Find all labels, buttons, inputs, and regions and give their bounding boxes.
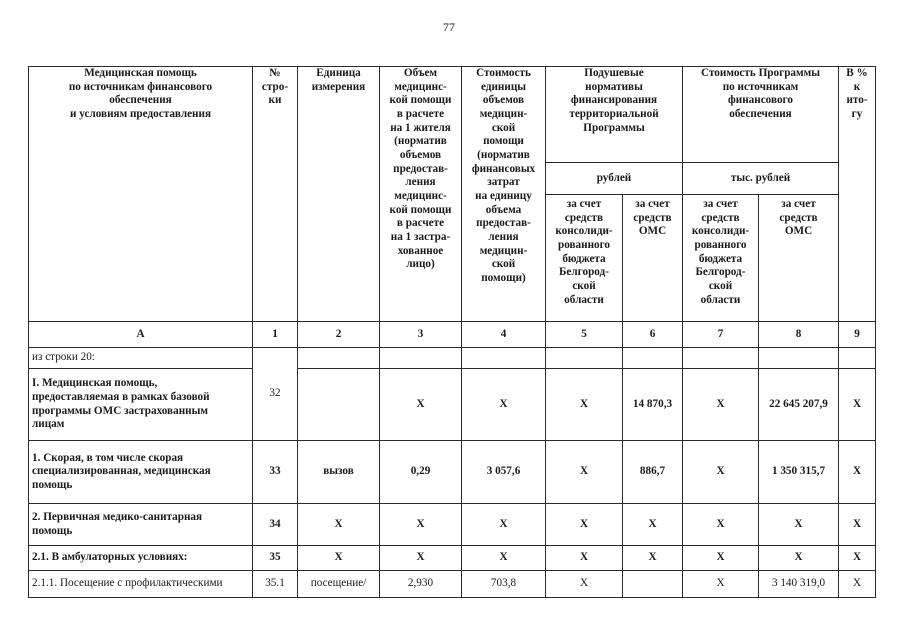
cell-cost-oms: Х [759, 546, 839, 571]
header-col-3: Объем медицинс- кой помощи в расчете на 1 жителя (норматив объемов предостав- ления медицинс- кой помощи в расчете на 1 застра- хованное лицо) [380, 67, 462, 322]
row-label: I. Медицинская помощь, предоставляемая в рамках базовой программы ОМС застрахованным лицам [29, 369, 253, 441]
cell-cost-oms: Х [759, 504, 839, 546]
number-cell: 4 [462, 322, 546, 348]
cell-cost-budget [683, 348, 759, 369]
number-cell: 3 [380, 322, 462, 348]
cell-line-number: 32 [253, 348, 298, 441]
header-unit-thousand-rubles: тыс. рублей [683, 163, 839, 195]
cell-cost-budget: Х [683, 546, 759, 571]
cell-percent [839, 348, 876, 369]
cell-percent: Х [839, 571, 876, 598]
header-col-2: Единица измерения [298, 67, 380, 322]
number-cell: 1 [253, 322, 298, 348]
cell-cost-oms: 3 140 319,0 [759, 571, 839, 598]
cell-volume: Х [380, 369, 462, 441]
header-col-4: Стоимость единицы объемов медицин- ской помощи (норматив финансовых затрат на единицу объема предостав- ления медицин- ской помощи) [462, 67, 546, 322]
number-cell: 6 [623, 322, 683, 348]
number-cell: 5 [546, 322, 623, 348]
row-label: 2.1.1. Посещение с профилактическими [29, 571, 253, 598]
cell-per-capita-oms: Х [623, 546, 683, 571]
header-unit-rubles: рублей [546, 163, 683, 195]
cell-line-number: 35.1 [253, 571, 298, 598]
row-label: из строки 20: [29, 348, 253, 369]
cell-cost-oms [759, 348, 839, 369]
cell-percent: Х [839, 546, 876, 571]
cell-per-capita-oms: 14 870,3 [623, 369, 683, 441]
cell-volume: Х [380, 504, 462, 546]
cell-line-number: 33 [253, 441, 298, 504]
row-label: 2.1. В амбулаторных условиях: [29, 546, 253, 571]
cell-cost-oms: 22 645 207,9 [759, 369, 839, 441]
cell-percent: Х [839, 441, 876, 504]
row-label: 2. Первичная медико-санитарная помощь [29, 504, 253, 546]
cell-per-capita-oms: Х [623, 504, 683, 546]
header-col-a: Медицинская помощь по источникам финансового обеспечения и условиям предоставления [29, 67, 253, 322]
cell-line-number: 35 [253, 546, 298, 571]
cell-volume: 0,29 [380, 441, 462, 504]
table-row [29, 369, 876, 441]
page-number: 77 [443, 20, 455, 34]
cell-unit-cost: Х [462, 504, 546, 546]
cell-percent: Х [839, 504, 876, 546]
table-row [29, 441, 876, 504]
cell-per-capita-oms: 886,7 [623, 441, 683, 504]
header-col-7: за счет средств консолиди- рованного бюджета Белгород- ской области [683, 195, 759, 322]
table-row [29, 571, 876, 598]
cell-unit: посещение/ [298, 571, 380, 598]
cell-per-capita-oms [623, 571, 683, 598]
table-row [29, 348, 876, 369]
header-row-1 [29, 67, 876, 163]
cell-volume: 2,930 [380, 571, 462, 598]
cell-cost-budget: Х [683, 504, 759, 546]
table-row [29, 504, 876, 546]
cell-unit-cost: Х [462, 546, 546, 571]
cell-cost-budget: Х [683, 571, 759, 598]
cell-cost-budget: Х [683, 369, 759, 441]
cell-per-capita-budget [546, 348, 623, 369]
cell-per-capita-oms [623, 348, 683, 369]
cell-unit [298, 369, 380, 441]
financing-table [28, 66, 876, 598]
cell-unit: Х [298, 546, 380, 571]
header-col-5: за счет средств консолиди- рованного бюджета Белгород- ской области [546, 195, 623, 322]
cell-per-capita-budget: Х [546, 571, 623, 598]
cell-cost-budget: Х [683, 441, 759, 504]
cell-volume: Х [380, 546, 462, 571]
cell-unit-cost [462, 348, 546, 369]
cell-cost-oms: 1 350 315,7 [759, 441, 839, 504]
header-col-6: за счет средств ОМС [623, 195, 683, 322]
cell-line-number: 34 [253, 504, 298, 546]
cell-unit: Х [298, 504, 380, 546]
cell-percent: Х [839, 369, 876, 441]
cell-unit-cost: 3 057,6 [462, 441, 546, 504]
number-cell: 8 [759, 322, 839, 348]
cell-unit-cost: 703,8 [462, 571, 546, 598]
cell-volume [380, 348, 462, 369]
cell-unit-cost: Х [462, 369, 546, 441]
cell-per-capita-budget: Х [546, 504, 623, 546]
cell-per-capita-budget: Х [546, 369, 623, 441]
header-group-per-capita: Подушевые нормативы финансирования территориальной Программы [546, 67, 683, 163]
header-group-program-cost: Стоимость Программы по источникам финансового обеспечения [683, 67, 839, 163]
number-cell: 9 [839, 322, 876, 348]
row-label: 1. Скорая, в том числе скорая специализированная, медицинская помощь [29, 441, 253, 504]
cell-unit [298, 348, 380, 369]
header-col-9: В % к ито- гу [839, 67, 876, 322]
number-cell: А [29, 322, 253, 348]
header-col-1: № стро- ки [253, 67, 298, 322]
numbering-row [29, 322, 876, 348]
table-row [29, 546, 876, 571]
header-col-8: за счет средств ОМС [759, 195, 839, 322]
number-cell: 2 [298, 322, 380, 348]
cell-unit: вызов [298, 441, 380, 504]
cell-per-capita-budget: Х [546, 441, 623, 504]
cell-per-capita-budget: Х [546, 546, 623, 571]
number-cell: 7 [683, 322, 759, 348]
